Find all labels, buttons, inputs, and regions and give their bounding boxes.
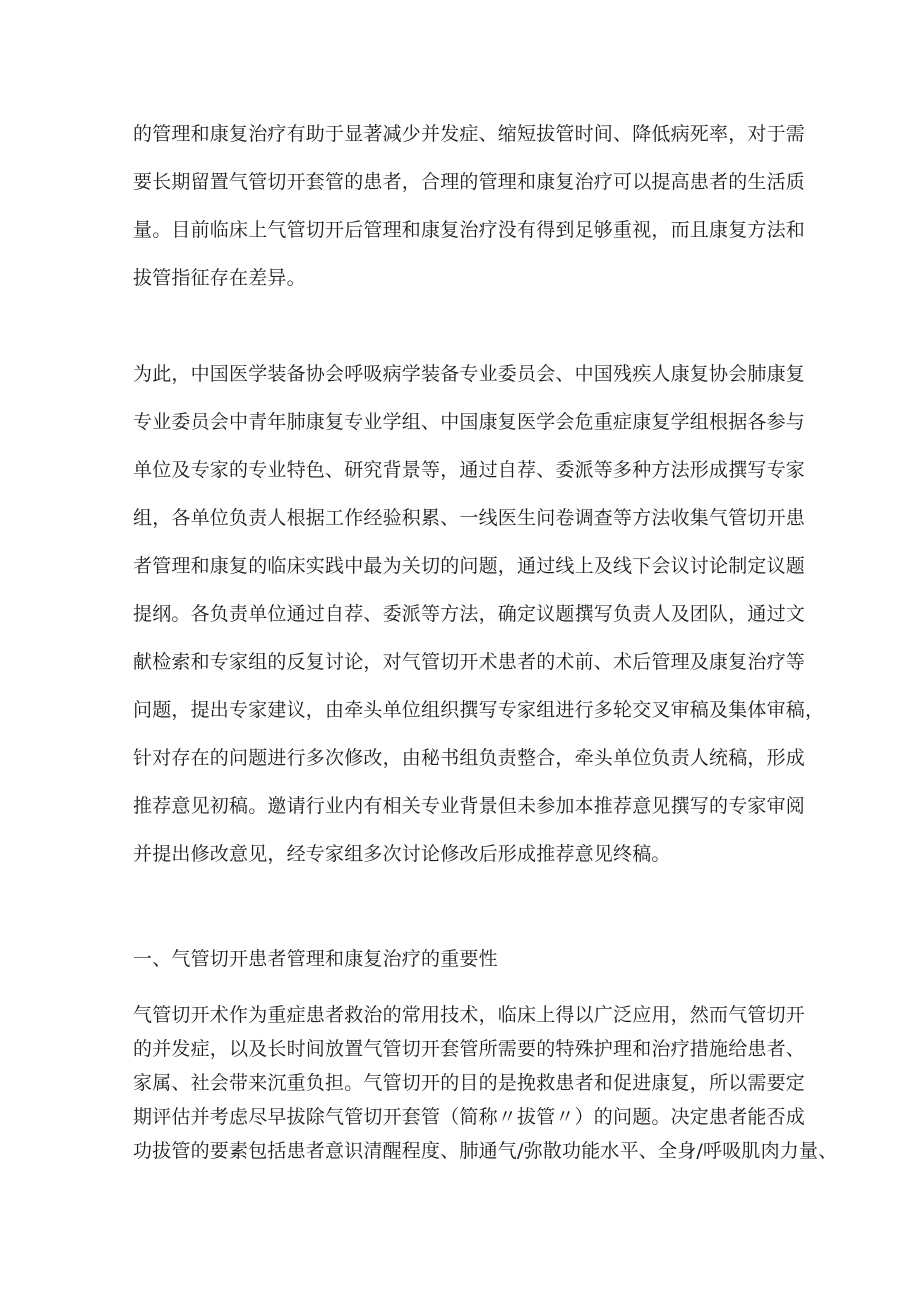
paragraph-2-line-4: 组，各单位负责人根据工作经验积累、一线医生问卷调查等方法收集气管切开患 — [133, 507, 806, 529]
paragraph-2-line-11: 并提出修改意见，经专家组多次讨论修改后形成推荐意见终稿。 — [133, 843, 671, 865]
paragraph-1-line-3: 量。目前临床上气管切开后管理和康复治疗没有得到足够重视，而且康复方法和 — [133, 219, 806, 241]
paragraph-2-line-10: 推荐意见初稿。邀请行业内有相关专业背景但未参加本推荐意见撰写的专家审阅 — [133, 795, 806, 817]
paragraph-2-line-3: 单位及专家的专业特色、研究背景等，通过自荐、委派等多种方法形成撰写专家 — [133, 459, 806, 481]
paragraph-3-line-5: 功拔管的要素包括患者意识清醒程度、肺通气/弥散功能水平、全身/呼吸肌肉力量、 — [133, 1140, 838, 1162]
paragraph-2-line-9: 针对存在的问题进行多次修改，由秘书组负责整合，牵头单位负责人统稿，形成 — [133, 747, 806, 769]
paragraph-2-line-6: 提纲。各负责单位通过自荐、委派等方法，确定议题撰写负责人及团队，通过文 — [133, 603, 806, 625]
section-heading: 一、气管切开患者管理和康复治疗的重要性 — [133, 948, 498, 970]
paragraph-3-line-3: 家属、社会带来沉重负担。气管切开的目的是挽救患者和促进康复，所以需要定 — [133, 1072, 806, 1094]
paragraph-2-line-2: 专业委员会中青年肺康复专业学组、中国康复医学会危重症康复学组根据各参与 — [133, 411, 806, 433]
paragraph-1-line-1: 的管理和康复治疗有助于显著减少并发症、缩短拔管时间、降低病死率，对于需 — [133, 123, 806, 145]
paragraph-2-line-1: 为此，中国医学装备协会呼吸病学装备专业委员会、中国残疾人康复协会肺康复 — [133, 363, 806, 385]
paragraph-3-line-1: 气管切开术作为重症患者救治的常用技术，临床上得以广泛应用，然而气管切开 — [133, 1004, 806, 1026]
paragraph-2-line-8: 问题，提出专家建议，由牵头单位组织撰写专家组进行多轮交叉审稿及集体审稿， — [133, 699, 825, 721]
paragraph-2-line-7: 献检索和专家组的反复讨论，对气管切开术患者的术前、术后管理及康复治疗等 — [133, 651, 806, 673]
paragraph-3-line-4: 期评估并考虑尽早拔除气管切开套管（简称〃拔管〃）的问题。决定患者能否成 — [133, 1106, 806, 1128]
paragraph-2-line-5: 者管理和康复的临床实践中最为关切的问题，通过线上及线下会议讨论制定议题 — [133, 555, 806, 577]
paragraph-1-line-2: 要长期留置气管切开套管的患者，合理的管理和康复治疗可以提高患者的生活质 — [133, 171, 806, 193]
paragraph-1-line-4: 拔管指征存在差异。 — [133, 267, 306, 289]
paragraph-3-line-2: 的并发症，以及长时间放置气管切开套管所需要的特殊护理和治疗措施给患者、 — [133, 1038, 806, 1060]
